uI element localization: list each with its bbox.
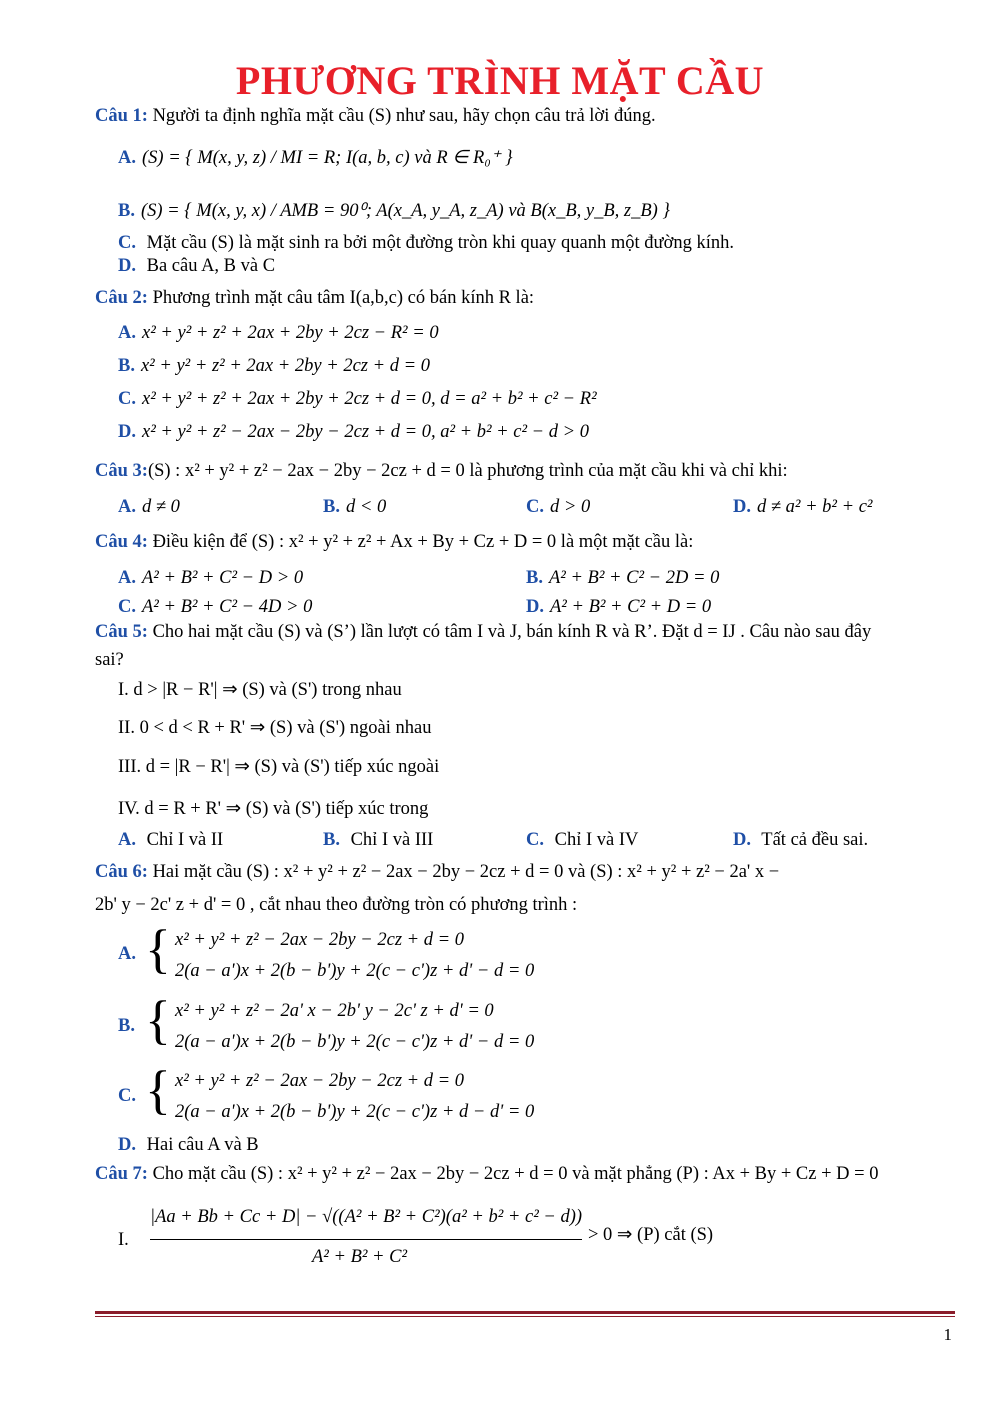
option-text: A² + B² + C² − 4D > 0 — [142, 597, 313, 617]
option-label: C. — [118, 233, 136, 253]
question-5 — [95, 620, 871, 645]
q5-statement-2: II. 0 < d < R + R' ⇒ (S) và (S') ngoài nhau — [118, 718, 432, 738]
option-text: d ≠ a² + b² + c² — [757, 497, 873, 517]
option-text: A² + B² + C² + D = 0 — [550, 597, 712, 617]
question-text: Cho mặt cầu (S) : x² + y² + z² − 2ax − 2by − 2cz + d = 0 và mặt phẳng (P) : Ax + By + Cz + D = 0 — [147, 1164, 879, 1184]
left-brace: { — [145, 990, 171, 1050]
page-title: PHƯƠNG TRÌNH MẶT CẦU — [235, 58, 765, 103]
q6-option-c-label — [118, 1084, 142, 1109]
q3-option-b — [323, 495, 386, 520]
q6-option-a-system — [145, 919, 665, 988]
q6-option-b-system — [145, 990, 665, 1059]
fraction-bar — [150, 1239, 582, 1240]
question-text: (S) : x² + y² + z² − 2ax − 2by − 2cz + d = 0 là phương trình của mặt cầu khi và chỉ khi: — [147, 461, 788, 481]
q3-option-c — [526, 495, 590, 520]
option-label: A. — [118, 944, 136, 964]
option-text: x² + y² + z² + 2ax + 2by + 2cz + d = 0, d = a² + b² + c² − R² — [142, 389, 597, 409]
option-text: Tất cả đều sai. — [757, 830, 869, 850]
question-4 — [95, 530, 693, 555]
question-6 — [95, 860, 779, 885]
option-label: B. — [118, 201, 135, 221]
option-label: C. — [118, 1086, 136, 1106]
option-label: C. — [118, 389, 136, 409]
q5-statement-3: III. d = |R − R'| ⇒ (S) và (S') tiếp xúc ngoài — [118, 757, 440, 777]
q3-option-d — [733, 495, 872, 520]
page-number: 1 — [943, 1325, 952, 1344]
q6-option-a-label — [118, 942, 142, 967]
option-text: (S) = { M(x, y, z) / MI = R; I(a, b, c) và R ∈ R₀⁺ } — [142, 148, 513, 168]
question-text: Hai mặt cầu (S) : x² + y² + z² − 2ax − 2by − 2cz + d = 0 và (S) : x² + y² + z² − 2a' x − — [147, 862, 780, 882]
question-label: Câu 1: — [95, 106, 148, 126]
question-label: Câu 2: — [95, 288, 148, 308]
option-text: d > 0 — [550, 497, 591, 517]
q5-option-a — [118, 828, 223, 853]
system-line-1: x² + y² + z² − 2ax − 2by − 2cz + d = 0 — [175, 930, 464, 950]
option-label: D. — [118, 1135, 136, 1155]
q7-statement-1-fraction — [0, 1205, 800, 1275]
left-brace: { — [145, 1060, 171, 1120]
system-line-1: x² + y² + z² − 2a' x − 2b' y − 2c' z + d' = 0 — [175, 1001, 494, 1021]
option-label: C. — [526, 830, 544, 850]
q6-option-b-label — [118, 1014, 141, 1039]
q6-option-d — [118, 1133, 259, 1158]
system-line-2: 2(a − a')x + 2(b − b')y + 2(c − c')z + d' − d = 0 — [175, 1032, 535, 1052]
option-label: D. — [733, 497, 751, 517]
question-6-continued: 2b' y − 2c' z + d' = 0 , cắt nhau theo đường tròn có phương trình : — [95, 895, 578, 915]
question-label: Câu 4: — [95, 532, 148, 552]
question-label: Câu 6: — [95, 862, 148, 882]
option-label: A. — [118, 830, 136, 850]
option-text: A² + B² + C² − 2D = 0 — [548, 568, 720, 588]
footer-rule — [95, 1311, 955, 1314]
q5-option-d — [733, 828, 868, 853]
q4-option-c — [118, 595, 312, 620]
option-text: x² + y² + z² + 2ax + 2by + 2cz − R² = 0 — [142, 323, 439, 343]
q2-option-d — [118, 420, 589, 445]
question-3 — [95, 459, 788, 484]
option-text: A² + B² + C² − D > 0 — [142, 568, 304, 588]
q4-option-d — [526, 595, 711, 620]
left-brace: { — [145, 919, 171, 979]
question-2 — [95, 286, 534, 311]
q3-option-a — [118, 495, 180, 520]
question-label: Câu 7: — [95, 1164, 148, 1184]
option-label: D. — [526, 597, 544, 617]
q2-option-b — [118, 354, 430, 379]
option-text: (S) = { M(x, y, x) / AMB = 90⁰; A(x_A, y_A, z_A) và B(x_B, y_B, z_B) } — [140, 201, 670, 221]
q1-option-c — [118, 231, 734, 256]
q1-option-d — [118, 254, 275, 279]
system-line-2: 2(a − a')x + 2(b − b')y + 2(c − c')z + d − d' = 0 — [175, 1102, 535, 1122]
q5-option-c — [526, 828, 638, 853]
option-label: D. — [118, 422, 136, 442]
question-label: Câu 5: — [95, 622, 148, 642]
q6-option-c-system — [145, 1060, 665, 1129]
q5-statement-1: I. d > |R − R'| ⇒ (S) và (S') trong nhau — [118, 680, 402, 700]
question-7 — [95, 1162, 878, 1187]
q2-option-a — [118, 321, 439, 346]
option-text: d ≠ 0 — [142, 497, 180, 517]
option-text: x² + y² + z² + 2ax + 2by + 2cz + d = 0 — [140, 356, 430, 376]
option-label: C. — [118, 597, 136, 617]
option-label: B. — [323, 830, 340, 850]
q1-option-b — [118, 199, 670, 224]
fraction-numerator: |Aa + Bb + Cc + D| − √((A² + B² + C²)(a² + b² + c² − d)) — [150, 1207, 583, 1227]
q4-option-a — [118, 566, 303, 591]
option-label: C. — [526, 497, 544, 517]
option-text: Chỉ I và IV — [550, 830, 639, 850]
option-label: A. — [118, 497, 136, 517]
q1-option-a — [118, 146, 513, 171]
option-label: D. — [733, 830, 751, 850]
question-1 — [95, 104, 656, 129]
option-label: B. — [118, 356, 135, 376]
question-text: Người ta định nghĩa mặt cầu (S) như sau, hãy chọn câu trả lời đúng. — [147, 106, 656, 126]
question-text: Phương trình mặt câu tâm I(a,b,c) có bán kính R là: — [147, 288, 535, 308]
fraction-conclusion: > 0 ⇒ (P) cắt (S) — [588, 1225, 714, 1245]
option-label: B. — [118, 1016, 135, 1036]
option-text: Hai câu A và B — [142, 1135, 259, 1155]
option-label: A. — [118, 568, 136, 588]
question-text: Cho hai mặt cầu (S) và (S’) lần lượt có tâm I và J, bán kính R và R’. Đặt d = IJ . Câu nào sau đây — [147, 622, 872, 642]
option-label: B. — [526, 568, 543, 588]
option-text: d < 0 — [345, 497, 387, 517]
q7-statement-1-label: I. — [118, 1230, 129, 1250]
option-label: A. — [118, 323, 136, 343]
option-label: D. — [118, 256, 136, 276]
fraction-denominator: A² + B² + C² — [312, 1247, 408, 1267]
system-line-1: x² + y² + z² − 2ax − 2by − 2cz + d = 0 — [175, 1071, 464, 1091]
option-text: Chỉ I và II — [142, 830, 224, 850]
option-text: Chỉ I và III — [345, 830, 434, 850]
question-text: Điều kiện để (S) : x² + y² + z² + Ax + By + Cz + D = 0 là một mặt cầu là: — [147, 532, 694, 552]
q2-option-c — [118, 387, 597, 412]
q5-option-b — [323, 828, 433, 853]
question-5-continued: sai? — [95, 650, 124, 670]
footer-rule-thin — [95, 1316, 955, 1317]
q4-option-b — [526, 566, 719, 591]
option-label: A. — [118, 148, 136, 168]
option-text: Ba câu A, B và C — [142, 256, 276, 276]
option-label: B. — [323, 497, 340, 517]
q5-statement-4: IV. d = R + R' ⇒ (S) và (S') tiếp xúc trong — [118, 799, 429, 819]
option-text: Mặt cầu (S) là mặt sinh ra bởi một đường tròn khi quay quanh một đường kính. — [142, 233, 734, 253]
system-line-2: 2(a − a')x + 2(b − b')y + 2(c − c')z + d' − d = 0 — [175, 961, 535, 981]
question-label: Câu 3: — [95, 461, 148, 481]
option-text: x² + y² + z² − 2ax − 2by − 2cz + d = 0, a² + b² + c² − d > 0 — [142, 422, 590, 442]
